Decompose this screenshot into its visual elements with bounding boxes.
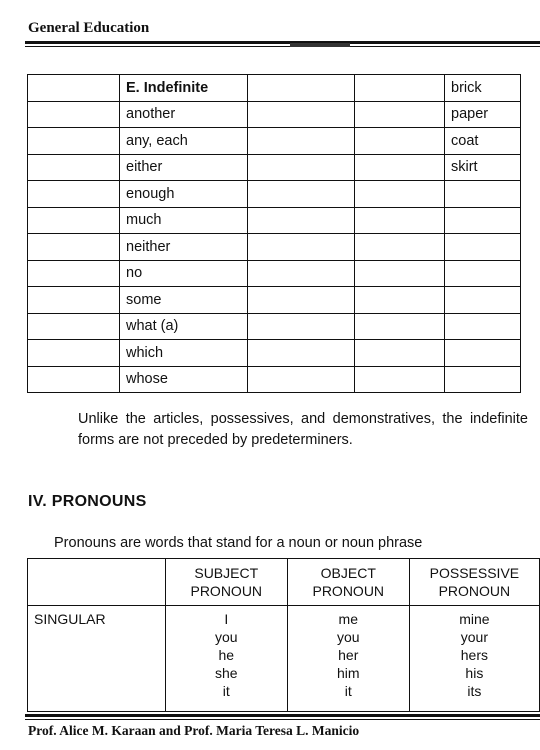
- header-line: OBJECT: [320, 565, 376, 581]
- pronoun-header-blank: [28, 559, 166, 606]
- header-rule-thin: [25, 46, 540, 47]
- table-row: [28, 207, 521, 234]
- pronoun-header-object: [287, 559, 409, 606]
- empty-cell: [355, 234, 445, 261]
- noun-cell: [445, 207, 521, 234]
- subject-pronoun: he: [218, 647, 235, 663]
- empty-cell: [248, 181, 355, 208]
- empty-cell: [248, 340, 355, 367]
- empty-cell: [355, 128, 445, 155]
- noun-cell: [445, 366, 521, 393]
- empty-cell: [355, 287, 445, 314]
- header-line: PRONOUN: [190, 583, 263, 599]
- determiner-cell: E. Indefinite: [120, 75, 248, 102]
- table-row: [28, 313, 521, 340]
- possessive-pronoun: its: [467, 683, 482, 699]
- noun-cell: coat: [445, 128, 521, 155]
- determiner-cell: enough: [120, 181, 248, 208]
- noun-cell: [445, 287, 521, 314]
- empty-cell: [28, 313, 120, 340]
- empty-cell: [355, 313, 445, 340]
- empty-cell: [248, 128, 355, 155]
- empty-cell: [28, 234, 120, 261]
- footer-authors: Prof. Alice M. Karaan and Prof. Maria Teresa L. Manicio: [28, 723, 360, 738]
- empty-cell: [355, 101, 445, 128]
- header-rule-thick: [25, 41, 540, 44]
- header-line: PRONOUN: [312, 583, 385, 599]
- noun-cell: [445, 313, 521, 340]
- pronoun-header-possessive: [409, 559, 539, 606]
- empty-cell: [248, 75, 355, 102]
- header-line: SUBJECT: [194, 565, 259, 581]
- empty-cell: [28, 366, 120, 393]
- indefinite-determiners-table: [27, 74, 521, 393]
- empty-cell: [28, 181, 120, 208]
- header-rule-accent: [290, 43, 350, 47]
- empty-cell: [355, 260, 445, 287]
- determiner-cell: no: [120, 260, 248, 287]
- table-row: [28, 128, 521, 155]
- header-line: POSSESSIVE: [429, 565, 520, 581]
- subject-pronoun: you: [214, 629, 238, 645]
- table-row: [28, 75, 521, 102]
- noun-cell: [445, 340, 521, 367]
- empty-cell: [355, 181, 445, 208]
- object-pronoun: it: [344, 683, 352, 699]
- determiner-cell: whose: [120, 366, 248, 393]
- noun-cell: skirt: [445, 154, 521, 181]
- empty-cell: [355, 340, 445, 367]
- determiner-cell: another: [120, 101, 248, 128]
- empty-cell: [28, 101, 120, 128]
- object-pronoun: you: [336, 629, 360, 645]
- footer-rule-thin: [25, 719, 540, 720]
- table-row: [28, 260, 521, 287]
- determiner-cell: what (a): [120, 313, 248, 340]
- empty-cell: [28, 75, 120, 102]
- empty-cell: [248, 234, 355, 261]
- subject-pronoun-list: [165, 606, 287, 712]
- determiner-cell: which: [120, 340, 248, 367]
- noun-cell: [445, 234, 521, 261]
- pronoun-table-header-row: [28, 559, 540, 606]
- table-row: [28, 340, 521, 367]
- empty-cell: [28, 128, 120, 155]
- empty-cell: [28, 207, 120, 234]
- possessive-pronoun-list: [409, 606, 539, 712]
- object-pronoun-list: [287, 606, 409, 712]
- empty-cell: [28, 287, 120, 314]
- object-pronoun: her: [338, 647, 359, 663]
- page-header-title: General Education: [28, 20, 150, 36]
- empty-cell: [248, 313, 355, 340]
- table-row: [28, 366, 521, 393]
- possessive-pronoun: his: [465, 665, 484, 681]
- pronoun-table: [27, 558, 540, 712]
- empty-cell: [28, 340, 120, 367]
- subject-pronoun: it: [222, 683, 230, 699]
- empty-cell: [355, 75, 445, 102]
- possessive-pronoun: mine: [459, 611, 490, 627]
- table-row: [28, 287, 521, 314]
- empty-cell: [355, 207, 445, 234]
- noun-cell: [445, 260, 521, 287]
- subject-pronoun: I: [224, 611, 229, 627]
- pronoun-table-singular-row: [28, 606, 540, 712]
- empty-cell: [248, 366, 355, 393]
- empty-cell: [248, 207, 355, 234]
- noun-cell: brick: [445, 75, 521, 102]
- empty-cell: [248, 287, 355, 314]
- empty-cell: [28, 260, 120, 287]
- empty-cell: [248, 260, 355, 287]
- section-heading: IV. PRONOUNS: [28, 493, 147, 510]
- footer-rule-thick: [25, 714, 540, 717]
- header-line: PRONOUN: [438, 583, 511, 599]
- empty-cell: [355, 154, 445, 181]
- row-label-singular: SINGULAR: [28, 606, 166, 712]
- determiner-cell: either: [120, 154, 248, 181]
- pronoun-header-subject: [165, 559, 287, 606]
- table-row: [28, 181, 521, 208]
- determiner-cell: much: [120, 207, 248, 234]
- possessive-pronoun: hers: [460, 647, 488, 663]
- subject-pronoun: she: [214, 665, 238, 681]
- table-row: [28, 101, 521, 128]
- object-pronoun: me: [338, 611, 358, 627]
- indefinite-note: Unlike the articles, possessives, and demonstratives, the indefinite forms are not preceded by predeterminers.: [78, 411, 528, 448]
- table-row: [28, 154, 521, 181]
- object-pronoun: him: [336, 665, 360, 681]
- empty-cell: [28, 154, 120, 181]
- noun-cell: paper: [445, 101, 521, 128]
- possessive-pronoun: your: [460, 629, 488, 645]
- empty-cell: [355, 366, 445, 393]
- determiner-cell: any, each: [120, 128, 248, 155]
- determiner-cell: neither: [120, 234, 248, 261]
- section-intro: Pronouns are words that stand for a noun or noun phrase: [54, 535, 423, 551]
- noun-cell: [445, 181, 521, 208]
- table-row: [28, 234, 521, 261]
- empty-cell: [248, 154, 355, 181]
- empty-cell: [248, 101, 355, 128]
- determiner-cell: some: [120, 287, 248, 314]
